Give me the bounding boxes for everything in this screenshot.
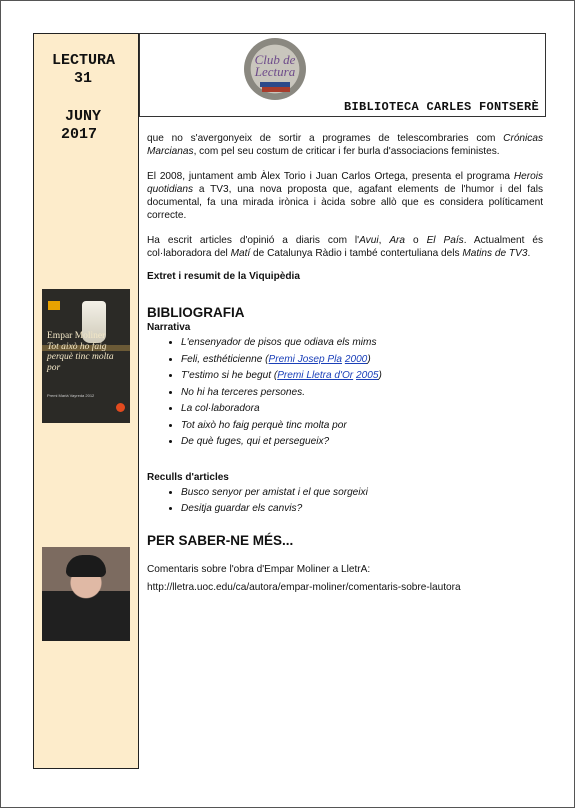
list-item: • La col·laboradora bbox=[181, 401, 543, 418]
p3-i: de Catalunya Ràdio i també contertuliana dels bbox=[250, 248, 463, 259]
lectura-label: LECTURA bbox=[52, 52, 116, 69]
p3-f: El País bbox=[426, 235, 464, 246]
author-photo bbox=[42, 547, 130, 641]
item-text: Feli, esthéticienne ( bbox=[181, 353, 269, 365]
link-premi-josep-pla[interactable]: Premi Josep Pla bbox=[268, 353, 343, 365]
list-item: • Desitja guardar els canvis? bbox=[181, 501, 543, 518]
bibliography-heading: BIBLIOGRAFIA bbox=[147, 305, 245, 320]
p2-text-c: a TV3, una nova proposta que, agafant elements de l'humor i del fals documental, fa una mirada irònica i àcida sobre allò que es considera políticament correcte. bbox=[147, 184, 543, 221]
p3-j: Matins de TV3 bbox=[462, 248, 528, 259]
author-hair bbox=[66, 555, 106, 577]
link-2000[interactable]: 2000 bbox=[344, 353, 368, 365]
paragraph-3 bbox=[147, 234, 543, 260]
more-info-heading: PER SABER-NE MÉS... bbox=[147, 532, 294, 548]
narrativa-list bbox=[147, 335, 543, 451]
link-2005[interactable]: 2005 bbox=[355, 370, 379, 381]
year: 2017 bbox=[61, 126, 98, 143]
p1-text-a: que no s'avergonyeix de sortir a programes de telescombraries com bbox=[147, 133, 504, 144]
p3-d: Ara bbox=[389, 235, 406, 246]
logo-book-red bbox=[262, 87, 290, 92]
sidebar bbox=[33, 33, 139, 769]
cover-text bbox=[47, 331, 127, 373]
paragraph-1 bbox=[147, 132, 543, 158]
p3-e: o bbox=[405, 235, 427, 246]
logo-text: Club de Lectura bbox=[254, 52, 296, 79]
p3-c: , bbox=[378, 235, 390, 246]
list-item bbox=[181, 352, 543, 369]
list-item: • L'ensenyador de pisos que odiava els mims bbox=[181, 335, 543, 352]
lectura-number: 31 bbox=[74, 70, 93, 87]
cover-title: Tot això ho faig perquè tinc molta por bbox=[47, 341, 114, 373]
articles-list bbox=[147, 485, 543, 518]
item-text: T'estimo si he begut ( bbox=[181, 370, 278, 381]
p3-h: Matí bbox=[230, 248, 251, 259]
publisher-logo bbox=[48, 301, 60, 310]
club-de-lectura-logo bbox=[244, 38, 306, 100]
p3-b: Avui bbox=[359, 235, 379, 246]
item-end: ) bbox=[378, 370, 382, 381]
book-cover-image bbox=[42, 289, 130, 423]
articles-label: Reculls d'articles bbox=[147, 471, 229, 483]
list-item: • Busco senyor per amistat i el que sorgeixi bbox=[181, 485, 543, 502]
p3-a: Ha escrit articles d'opinió a diaris com l' bbox=[147, 235, 360, 246]
p1-text-c: , com pel seu costum de criticar i fer burla d'associacions feministes. bbox=[193, 146, 500, 157]
narrativa-label: Narrativa bbox=[147, 322, 191, 333]
p2-text-a: El 2008, juntament amb Àlex Torio i Juan Carlos Ortega, presenta el programa bbox=[147, 171, 514, 182]
reading-info bbox=[34, 52, 138, 144]
list-item bbox=[181, 368, 543, 385]
header-box bbox=[139, 33, 546, 117]
list-item: • Tot això ho faig perquè tinc molta por bbox=[181, 418, 543, 435]
more-info-url[interactable]: http://lletra.uoc.edu/ca/autora/empar-moliner/comentaris-sobre-lautora bbox=[147, 581, 461, 593]
source-note: Extret i resumit de la Viquipèdia bbox=[147, 271, 300, 282]
cover-award: Premi Marià Vayreda 2012 bbox=[47, 393, 95, 398]
cover-badge bbox=[116, 403, 125, 412]
main-content bbox=[147, 132, 543, 594]
month: JUNY bbox=[65, 108, 102, 125]
p3-k: . bbox=[527, 248, 531, 259]
item-end: ) bbox=[367, 353, 371, 365]
library-name: BIBLIOTECA CARLES FONTSERÈ bbox=[343, 100, 539, 114]
paragraph-2 bbox=[147, 170, 543, 222]
cover-author: Empar Moliner bbox=[47, 331, 106, 341]
p1-text-b: Crónicas Marcianas bbox=[147, 133, 543, 157]
link-premi-lletra-dor[interactable]: Premi Lletra d'Or bbox=[277, 370, 354, 381]
more-info-text: Comentaris sobre l'obra d'Empar Moliner a LletrA: bbox=[147, 563, 371, 575]
p3-g: . Actualment és col·laboradora del bbox=[147, 235, 544, 259]
list-item: • De què fuges, qui et persegueix? bbox=[181, 434, 543, 451]
p2-text-b: Herois quotidians bbox=[147, 171, 543, 195]
list-item: • No hi ha terceres persones. bbox=[181, 385, 543, 402]
